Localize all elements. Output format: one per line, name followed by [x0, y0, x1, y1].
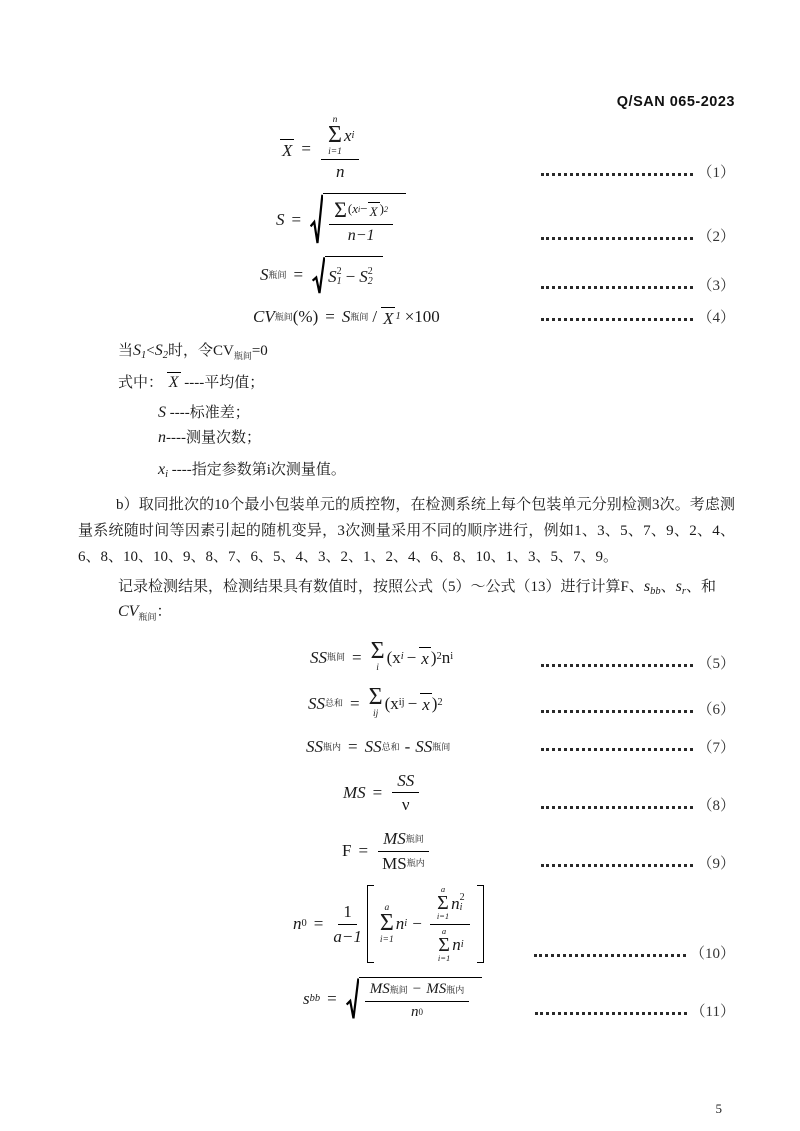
sum-lower-limit: i=1: [436, 911, 450, 922]
equation-row-7: [78, 737, 735, 757]
eq-number-7: （7）: [697, 739, 735, 756]
equals-sign: =: [325, 306, 335, 326]
denominator: [382, 852, 425, 874]
variable-SS-total: SS: [364, 737, 382, 757]
numerator-1: 1: [338, 902, 357, 925]
variable-S1: S: [133, 341, 142, 359]
sigma-symbol: Σ: [370, 638, 385, 665]
numerator: [430, 885, 470, 925]
variable-MS-between: MS: [383, 828, 406, 848]
sigma-sum: [368, 684, 383, 719]
paren-open-x: (x: [384, 693, 399, 713]
minus-sign: −: [360, 201, 368, 217]
radical: [346, 977, 483, 1021]
dotted-leader: [541, 864, 693, 867]
where-desc-count: ----测量次数；: [166, 430, 261, 447]
formula-11: [303, 977, 484, 1021]
equals-sign: =: [327, 989, 337, 1009]
where-line-4: [78, 458, 735, 483]
subscript-i: i: [351, 130, 355, 142]
formula-2: [276, 193, 408, 246]
formula-6: [308, 684, 443, 719]
subscript-between-bottle: 瓶间: [327, 652, 346, 663]
variable-F: F: [342, 841, 352, 861]
subscript-within-bottle: 瓶内: [446, 984, 465, 995]
sum-lower-limit: i=1: [328, 147, 342, 158]
denominator: [411, 1002, 423, 1021]
where-line-3: [78, 426, 735, 451]
variable-CV: CV: [118, 603, 139, 621]
radicand: [359, 977, 483, 1021]
left-bracket: [367, 885, 374, 963]
leader-9: [541, 855, 735, 873]
subscript-bb: bb: [650, 586, 661, 598]
variable-SS: SS: [308, 693, 325, 713]
variable-MS-within: MS: [382, 853, 407, 873]
leader-11: [535, 1003, 735, 1021]
variable-S: S: [341, 306, 351, 326]
exponent-2: 2: [383, 203, 389, 214]
exponent-2: 2: [436, 651, 442, 663]
sum-lower-limit: ij: [372, 708, 379, 719]
leader-4: [541, 309, 735, 327]
subscript-within-bottle: 瓶内: [323, 741, 342, 752]
leader-2: [541, 228, 735, 246]
variable-sbb: s: [643, 578, 651, 596]
subscript-1: 1: [141, 349, 147, 361]
variable-S: S: [260, 265, 269, 285]
sum-ratio-fraction: [430, 885, 470, 963]
variable-S2: S: [359, 267, 368, 287]
variable-x: x: [352, 201, 359, 217]
paren-close: ): [431, 693, 438, 713]
record-line: [78, 575, 735, 625]
variable-SS-between: SS: [415, 737, 433, 757]
variable-S: S: [276, 209, 285, 229]
denominator: n−1: [347, 227, 375, 245]
sigma-symbol: Σ: [334, 197, 347, 223]
text-then: 时，令CV: [167, 342, 234, 359]
subscript-0: 0: [418, 1007, 423, 1018]
eq-number-6: （6）: [697, 702, 735, 719]
denominator-a-1: a−1: [333, 926, 362, 946]
equation-row-3: [78, 256, 735, 295]
radical: [310, 193, 406, 246]
paren-open: (: [347, 201, 353, 217]
subscript-within-bottle: 瓶内: [406, 858, 425, 869]
subscript-i: i: [404, 918, 408, 930]
minus-sign: −: [345, 267, 356, 287]
sum-lower-limit: i=1: [437, 953, 451, 964]
denominator-nu: ν: [401, 795, 410, 815]
dotted-leader: [535, 1012, 687, 1015]
x-bar-symbol: X: [383, 308, 394, 328]
variable-MS: MS: [343, 783, 366, 803]
sigma-symbol: Σ: [379, 910, 394, 937]
where-label: 式中：: [118, 374, 164, 391]
exponent-2: 2: [367, 266, 373, 278]
variable-S2: S: [154, 341, 163, 359]
eq-number-11: （11）: [690, 1003, 735, 1020]
variable-n: n: [158, 429, 166, 447]
sum-upper-limit: a: [384, 903, 390, 914]
exponent-2: 2: [437, 697, 443, 709]
subscript-between-bottle: 瓶间: [405, 833, 424, 844]
subscript-1: 1: [336, 276, 342, 288]
sum-upper-limit: a: [441, 925, 447, 936]
list-separator: 、: [660, 579, 676, 596]
subscript-0: 0: [301, 918, 307, 930]
dotted-leader: [541, 286, 693, 289]
eq-number-1: （1）: [697, 165, 735, 182]
equation-row-4: [78, 307, 735, 327]
radical: [312, 256, 383, 295]
formula-1: [280, 115, 362, 182]
page-number: 5: [715, 1101, 722, 1116]
equals-sign: =: [372, 783, 383, 803]
where-desc-mean: ----平均值；: [184, 374, 265, 391]
denominator: n: [335, 162, 345, 182]
colon: ：: [156, 604, 172, 621]
x-bar-symbol: X: [369, 203, 378, 219]
eq-number-8: （8）: [697, 797, 735, 814]
variable-S: S: [158, 404, 166, 422]
numerator: [321, 115, 359, 160]
radical-sign-icon: [310, 193, 323, 246]
minus-sign: -: [404, 737, 411, 757]
exponent-2: 2: [336, 266, 342, 278]
subscript-total: 总和: [381, 741, 400, 752]
where-line-1: [78, 372, 735, 395]
paren-close: ): [379, 201, 384, 217]
equals-sign: =: [348, 737, 358, 757]
equation-row-11: [78, 977, 735, 1021]
divide-slash: /: [372, 306, 378, 326]
equals-zero: =0: [251, 342, 268, 359]
variable-SS: SS: [306, 737, 323, 757]
leader-10: [534, 945, 735, 963]
minus-sign: −: [406, 647, 417, 667]
fraction: [392, 771, 419, 815]
equation-row-9: [78, 829, 735, 873]
equals-sign: =: [352, 647, 362, 667]
sigma-sum: [328, 115, 342, 157]
subscript-between-bottle: 瓶间: [350, 311, 369, 322]
variable-n: n: [395, 914, 405, 934]
sigma-sum: [437, 885, 449, 922]
condition-line: [78, 339, 735, 364]
equation-row-5: [78, 638, 735, 673]
dotted-leader: [541, 664, 693, 667]
x-bar-symbol: X: [168, 373, 179, 391]
eq-number-10: （10）: [689, 946, 735, 963]
formula-5: [310, 638, 454, 673]
equals-sign: =: [291, 209, 302, 229]
x-bar-symbol: x: [422, 695, 430, 715]
numerator: [378, 829, 429, 852]
dotted-leader: [541, 173, 693, 176]
percent-notation: (%): [292, 306, 319, 326]
variable-sr: s: [675, 578, 682, 596]
variable-S1: S: [328, 267, 337, 287]
sum-lower-limit: i: [376, 662, 379, 673]
sum-upper-limit: n: [332, 115, 338, 125]
variable-MS-within: MS: [426, 981, 447, 998]
equation-row-2: [78, 193, 735, 246]
equation-row-6: [78, 684, 735, 719]
sigma-sum: [380, 903, 394, 945]
variable-x: x: [343, 126, 352, 146]
dotted-leader: [541, 237, 693, 240]
leader-3: [541, 277, 735, 295]
x-bar-symbol: x: [421, 649, 429, 669]
fraction: [378, 829, 429, 873]
sigma-sum: [370, 638, 385, 673]
paren-close: ): [430, 647, 437, 667]
right-bracket: [477, 885, 484, 963]
paragraph-b: b）取同批次的10个最小包装单元的质控物，在检测系统上每个包装单元分别检测3次。考虑测量系统随时间等因素引起的随机变异，3次测量采用不同的顺序进行，例如1、3、5、7、9、2、4、6、8、10、10、9、8、7、6、5、4、3、2、1、2、4、6、8、10、1、3、5、7、9。: [78, 497, 735, 566]
subscript-ij: ij: [398, 697, 405, 709]
dotted-leader: [541, 710, 693, 713]
dotted-leader: [541, 318, 693, 321]
formula-9: [342, 829, 432, 873]
subscript-i: i: [400, 651, 404, 663]
subscript-bb: bb: [309, 993, 321, 1005]
eq-number-5: （5）: [697, 656, 735, 673]
less-than-sign: <: [146, 342, 155, 359]
numerator-SS: SS: [392, 771, 419, 794]
where-desc-sd: ----标准差；: [169, 405, 250, 422]
formula-7: [306, 737, 450, 757]
leader-1: [541, 164, 735, 182]
sigma-symbol: Σ: [368, 684, 383, 711]
list-separator-and: 、和: [685, 579, 716, 596]
dotted-leader: [541, 806, 693, 809]
radical-sign-icon: [312, 256, 325, 295]
subscript-total: 总和: [325, 698, 344, 709]
times-100: ×100: [404, 306, 440, 326]
equals-sign: =: [350, 693, 360, 713]
subscript-1: 1: [395, 310, 401, 322]
numerator: [329, 197, 393, 225]
equals-sign: =: [313, 914, 324, 934]
subscript-2: 2: [367, 276, 373, 288]
equals-sign: =: [293, 265, 304, 285]
eq-number-2: （2）: [697, 228, 735, 245]
equation-row-10: [78, 885, 735, 963]
variable-n: n: [441, 647, 451, 667]
subscript-between-bottle: 瓶间: [268, 270, 287, 281]
dotted-leader: [541, 748, 693, 751]
fraction: [329, 197, 393, 246]
variable-n0: n: [293, 914, 302, 934]
subscript-between-bottle: 瓶间: [274, 311, 293, 322]
variable-n: n: [452, 935, 461, 955]
record-text: 记录检测结果，检测结果具有数值时，按照公式（5）～公式（13）进行计算F、: [118, 579, 644, 596]
doc-code: Q/SAN 065-2023: [616, 94, 735, 110]
radical-sign-icon: [346, 977, 359, 1021]
text-when: 当: [118, 342, 134, 359]
subscript-i: i: [460, 939, 464, 951]
variable-SS: SS: [310, 647, 327, 667]
x-bar-symbol: X: [282, 140, 293, 160]
where-line-2: [78, 401, 735, 426]
formula-10: [293, 885, 486, 963]
subscript-i: i: [165, 468, 169, 480]
subscript-r: r: [681, 586, 686, 598]
formula-8: [343, 771, 422, 815]
radicand: [325, 256, 383, 295]
numerator: [365, 981, 470, 1001]
equation-row-8: [78, 771, 735, 815]
sigma-symbol: Σ: [327, 122, 342, 149]
variable-n0: n: [410, 1003, 419, 1020]
subscript-between-bottle: 瓶间: [432, 741, 451, 752]
eq-number-4: （4）: [697, 309, 735, 326]
sum-upper-limit: a: [440, 884, 446, 895]
subscript-2: 2: [162, 349, 168, 361]
dotted-leader: [534, 954, 686, 957]
sub-sup-stack: [337, 267, 342, 287]
radicand: [323, 193, 406, 246]
variable-x: x: [158, 460, 166, 478]
sigma-sum: [438, 927, 450, 964]
leader-6: [541, 701, 735, 719]
sigma-symbol: Σ: [438, 934, 450, 957]
fraction: [321, 115, 359, 182]
where-desc-value: ----指定参数第i次测量值。: [171, 461, 346, 478]
leader-5: [541, 655, 735, 673]
coefficient-fraction: [333, 902, 361, 946]
page-content: [78, 115, 735, 1021]
sub-sup-stack: [460, 893, 465, 913]
variable-MS-between: MS: [369, 981, 390, 998]
subscript-i: i: [450, 651, 454, 663]
subscript-between-bottle: 瓶间: [138, 612, 157, 623]
variable-CV: CV: [253, 306, 275, 326]
sub-sup-stack: [368, 267, 373, 287]
equals-sign: =: [301, 138, 311, 158]
formula-3: [260, 256, 385, 295]
eq-number-3: （3）: [697, 277, 735, 294]
paren-open-x: (x: [386, 647, 401, 667]
variable-sbb: s: [303, 989, 310, 1009]
subscript-between-bottle: 瓶间: [389, 984, 408, 995]
equation-row-1: [78, 115, 735, 182]
sum-lower-limit: i=1: [379, 935, 394, 946]
subscript-between-bottle: 瓶间: [233, 350, 252, 361]
denominator: [436, 925, 464, 964]
fraction: [365, 981, 470, 1021]
eq-number-9: （9）: [697, 856, 735, 873]
leader-7: [541, 739, 735, 757]
minus-sign: −: [412, 981, 422, 998]
subscript-i: i: [358, 205, 361, 215]
minus-sign: −: [412, 914, 422, 934]
variable-n: n: [451, 893, 460, 913]
minus-sign: −: [407, 693, 418, 713]
exponent-2: 2: [459, 892, 465, 904]
leader-8: [541, 797, 735, 815]
subscript-i: i: [459, 902, 463, 914]
formula-4: [253, 307, 440, 327]
sigma-symbol: Σ: [437, 892, 449, 915]
equals-sign: =: [358, 841, 369, 861]
